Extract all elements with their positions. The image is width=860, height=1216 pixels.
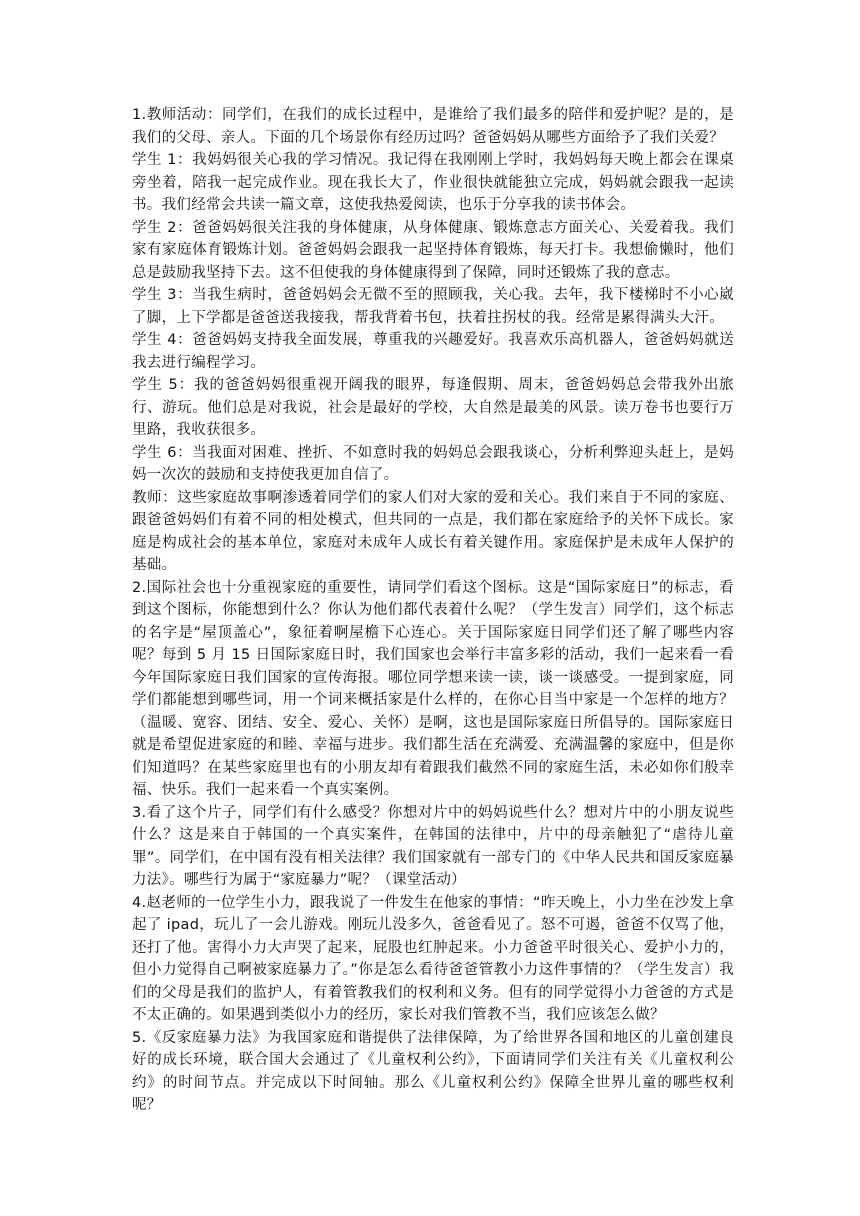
paragraph-4-xiaoli-story: 4.赵老师的一位学生小力，跟我说了一件发生在他家的事情：“昨天晚上，小力坐在沙发上拿起了 ipad，玩儿了一会儿游戏。刚玩儿没多久，爸爸看见了。怒不可遏，爸爸不仅骂了他，还打了他。害得小力大声哭了起来，屁股也红肿起来。小力爸爸平时很关心、爱护小力的，但小力觉得自己啊被家庭暴力了。”你是怎么看待爸爸管教小力这件事情的？（学生发言）我们的父母是我们的监护人，有着管教我们的权利和义务。但有的同学觉得小力爸爸的方式是不太正确的。如果遇到类似小力的经历，家长对我们管教不当，我们应该怎么做？ (132, 894, 734, 1023)
paragraph-student-1: 学生 1：我妈妈很关心我的学习情况。我记得在我刚刚上学时，我妈妈每天晚上都会在课桌旁坐着，陪我一起完成作业。现在我长大了，作业很快就能独立完成，妈妈就会跟我一起读书。我们经常会共读一篇文章，这使我热爱阅读，也乐于分享我的读书体会。 (132, 152, 734, 213)
paragraph-student-3: 学生 3：当我生病时，爸爸妈妈会无微不至的照顾我，关心我。去年，我下楼梯时不小心崴了脚，上下学都是爸爸送我接我，帮我背着书包，扶着拄拐杖的我。经常是累得满头大汗。 (132, 287, 734, 326)
paragraph-2-international-family-day: 2.国际社会也十分重视家庭的重要性，请同学们看这个图标。这是“国际家庭日”的标志，看到这个图标，你能想到什么？你认为他们都代表着什么呢？（学生发言）同学们，这个标志的名字是“屋顶盖心”，象征着啊屋檐下心连心。关于国际家庭日同学们还了解了哪些内容呢？每到 5 月 15 日国际家庭日时，我们国家也会举行丰富多彩的活动，我们一起来看一看今年国际家庭日我们国家的宣传海报。哪位同学想来读一读，谈一谈感受。一提到家庭，同学们都能想到哪些词，用一个词来概括家是什么样的，在你心目当中家是一个怎样的地方？（温暖、宽容、团结、安全、爱心、关怀）是啊，这也是国际家庭日所倡导的。国际家庭日就是希望促进家庭的和睦、幸福与进步。我们都生活在充满爱、充满温馨的家庭中，但是你们知道吗？在某些家庭里也有的小朋友却有着跟我们截然不同的家庭生活，未必如你们般幸福、快乐。我们一起来看一个真实案例。 (132, 579, 734, 798)
paragraph-1-teacher-activity: 1.教师活动：同学们，在我们的成长过程中，是谁给了我们最多的陪伴和爱护呢？是的，是我们的父母、亲人。下面的几个场景你有经历过吗？爸爸妈妈从哪些方面给予了我们关爱？ (132, 107, 734, 146)
paragraph-student-2: 学生 2：爸爸妈妈很关注我的身体健康，从身体健康、锻炼意志方面关心、关爱着我。我们家有家庭体育锻炼计划。爸爸妈妈会跟我一起坚持体育锻炼，每天打卡。我想偷懒时，他们总是鼓励我坚持下去。这不但使我的身体健康得到了保障，同时还锻炼了我的意志。 (132, 219, 734, 281)
document-body (132, 104, 734, 1117)
paragraph-teacher-summary: 教师：这些家庭故事啊渗透着同学们的家人们对大家的爱和关心。我们来自于不同的家庭、跟爸爸妈妈们有着不同的相处模式，但共同的一点是，我们都在家庭给予的关怀下成长。家庭是构成社会的基本单位，家庭对未成年人成长有着关键作用。家庭保护是未成年人保护的基础。 (132, 489, 734, 573)
paragraph-5-rights-convention: 5.《反家庭暴力法》为我国家庭和谐提供了法律保障，为了给世界各国和地区的儿童创建良好的成长环境，联合国大会通过了《儿童权利公约》，下面请同学们关注有关《儿童权利公约》的时间节点。并完成以下时间轴。那么《儿童权利公约》保障全世界儿童的哪些权利呢？ (132, 1029, 734, 1113)
paragraph-student-5: 学生 5：我的爸爸妈妈很重视开阔我的眼界，每逢假期、周末，爸爸妈妈总会带我外出旅行、游玩。他们总是对我说，社会是最好的学校，大自然是最美的风景。读万卷书也要行万里路，我收获很多。 (132, 377, 734, 438)
paragraph-3-film-discussion: 3.看了这个片子，同学们有什么感受？你想对片中的妈妈说些什么？想对片中的小朋友说些什么？这是来自于韩国的一个真实案件，在韩国的法律中，片中的母亲触犯了“虐待儿童罪”。同学们，在中国有没有相关法律？我们国家就有一部专门的《中华人民共和国反家庭暴力法》。哪些行为属于“家庭暴力”呢？（课堂活动） (132, 804, 734, 888)
paragraph-student-4: 学生 4：爸爸妈妈支持我全面发展，尊重我的兴趣爱好。我喜欢乐高机器人，爸爸妈妈就送我去进行编程学习。 (132, 332, 734, 371)
paragraph-student-6: 学生 6：当我面对困难、挫折、不如意时我的妈妈总会跟我谈心，分析利弊迎头赶上，是妈妈一次次的鼓励和支持使我更加自信了。 (132, 444, 734, 483)
